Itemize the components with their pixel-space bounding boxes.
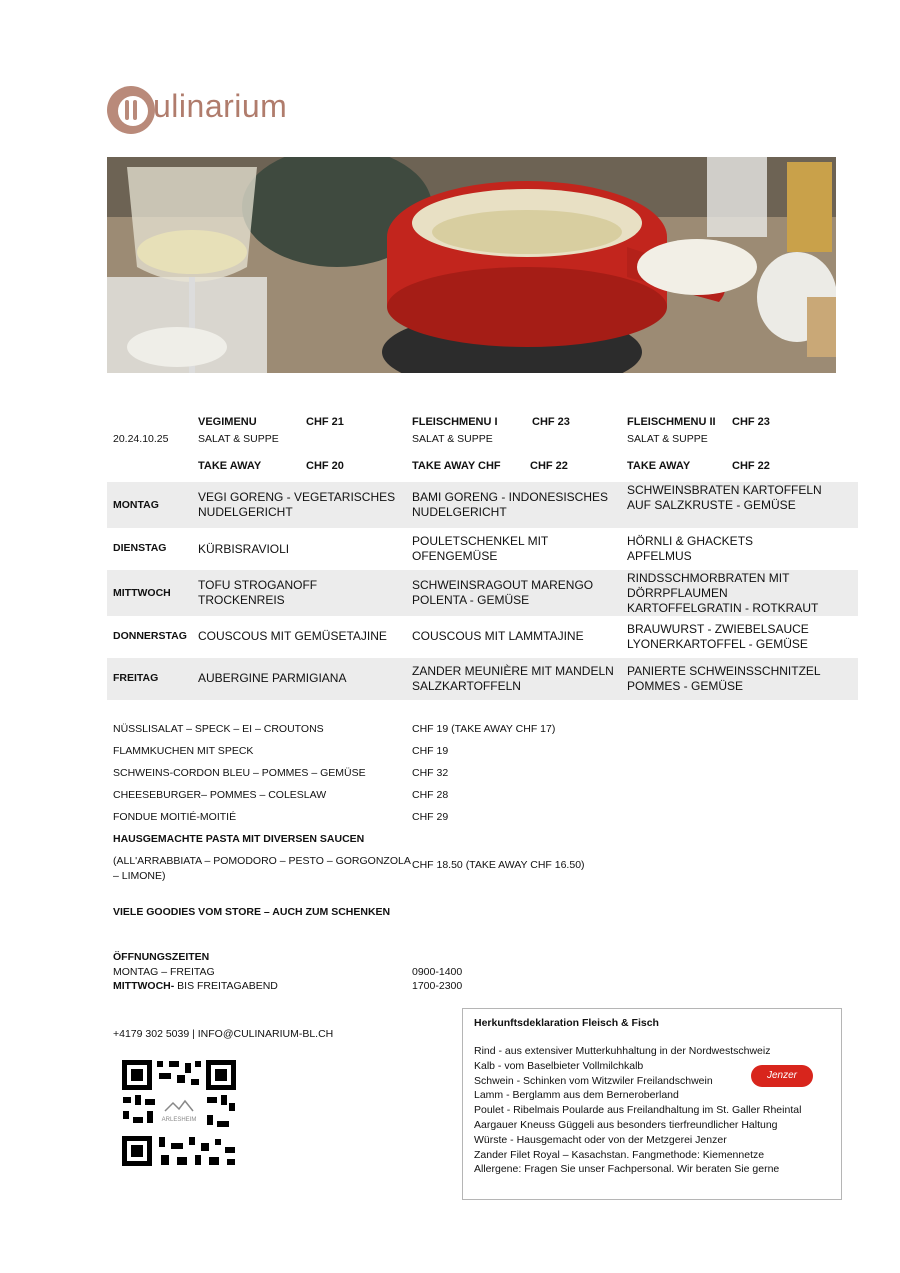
logo-text: ulinarium	[153, 88, 288, 124]
pasta-sauces-line2: – LIMONE)	[113, 870, 166, 882]
menu-row-dienstag	[107, 528, 858, 570]
col1-name: VEGIMENU	[198, 416, 257, 428]
qr-code-graphic	[121, 1059, 237, 1167]
day-label: DIENSTAG	[113, 542, 167, 554]
jenzer-logo: Jenzer	[751, 1065, 813, 1087]
col1-takeaway-label: TAKE AWAY	[198, 460, 262, 472]
spoon-icon	[133, 100, 137, 120]
extra-item-name: FLAMMKUCHEN MIT SPECK	[113, 745, 254, 757]
menu-item-vegi: VEGI GORENG - VEGETARISCHES NUDELGERICHT	[198, 490, 396, 519]
origin-line: Schwein - Schinken vom Witzwiler Freilandschwein	[474, 1075, 713, 1087]
hours-evening-label	[113, 980, 278, 992]
pasta-sauces-line1: (ALL'ARRABBIATA – POMODORO – PESTO – GORGONZOLA	[113, 855, 411, 867]
hours-weekdays-time: 0900-1400	[412, 966, 463, 978]
fork-icon	[125, 100, 129, 120]
menu-item-fleisch1: ZANDER MEUNIÈRE MIT MANDELN SALZKARTOFFELN	[412, 664, 614, 693]
menu-item-vegi: KÜRBISRAVIOLI	[198, 542, 290, 556]
col2-sub: SALAT & SUPPE	[412, 433, 493, 445]
extra-item-price: CHF 19	[412, 745, 449, 757]
menu-row-donnerstag	[107, 616, 858, 658]
extra-item-name: SCHWEINS-CORDON BLEU – POMMES – GEMÜSE	[113, 767, 366, 779]
menu-item-fleisch2: BRAUWURST - ZWIEBELSAUCE LYONERKARTOFFEL - GEMÜSE	[627, 622, 809, 651]
hours-evening-time: 1700-2300	[412, 980, 463, 992]
extra-item-price: CHF 29	[412, 811, 449, 823]
origin-line: Rind - aus extensiver Mutterkuhhaltung in der Nordwestschweiz	[474, 1045, 771, 1057]
qr-label: ARLESHEIM	[161, 1117, 197, 1123]
hours-weekdays-label: MONTAG – FREITAG	[113, 966, 215, 978]
menu-item-fleisch2: HÖRNLI & GHACKETS APFELMUS	[627, 534, 754, 563]
fondue-photo	[107, 157, 836, 373]
origin-line: Lamm - Berglamm aus dem Berneroberland	[474, 1089, 679, 1101]
menu-item-vegi: COUSCOUS MIT GEMÜSETAJINE	[198, 629, 387, 643]
culinarium-logo	[107, 86, 307, 138]
menu-item-fleisch1: POULETSCHENKEL MIT OFENGEMÜSE	[412, 534, 549, 563]
origin-declaration-box	[462, 1008, 842, 1200]
menu-item-fleisch1: COUSCOUS MIT LAMMTAJINE	[412, 629, 584, 643]
extra-item-price: CHF 19 (TAKE AWAY CHF 17)	[412, 723, 556, 735]
qr-code[interactable]	[121, 1059, 237, 1167]
menu-item-fleisch1: SCHWEINSRAGOUT MARENGO POLENTA - GEMÜSE	[412, 578, 594, 607]
menu-item-vegi: TOFU STROGANOFF TROCKENREIS	[198, 578, 318, 607]
menu-item-fleisch1: BAMI GORENG - INDONESISCHES NUDELGERICHT	[412, 490, 609, 519]
extra-item-price: CHF 28	[412, 789, 449, 801]
day-label: FREITAG	[113, 672, 159, 684]
origin-line: Poulet - Ribelmais Poularde aus Freilandhaltung im St. Galler Rheintal	[474, 1104, 802, 1116]
col3-price: CHF 23	[732, 416, 770, 428]
col2-takeaway-label: TAKE AWAY CHF	[412, 460, 501, 472]
menu-row-montag	[107, 482, 858, 528]
menu-item-fleisch2: SCHWEINSBRATEN KARTOFFELN AUF SALZKRUSTE - GEMÜSE	[627, 483, 822, 512]
origin-line: Zander Filet Royal – Kasachstan. Fangmethode: Kiemennetze	[474, 1149, 765, 1161]
origin-line: Würste - Hausgemacht oder von der Metzgerei Jenzer	[474, 1134, 727, 1146]
hours-evening-rest: BIS FREITAGABEND	[174, 980, 278, 992]
col2-takeaway-price: CHF 22	[530, 460, 568, 472]
goodies-note: VIELE GOODIES VOM STORE – AUCH ZUM SCHENKEN	[113, 906, 391, 918]
extra-item-price: CHF 32	[412, 767, 449, 779]
menu-date: 20.24.10.25	[113, 433, 169, 445]
menu-item-vegi: AUBERGINE PARMIGIANA	[198, 671, 347, 685]
menu-row-freitag	[107, 658, 858, 700]
day-label: MONTAG	[113, 499, 159, 511]
extra-item-name: CHEESEBURGER– POMMES – COLESLAW	[113, 789, 327, 801]
col1-sub: SALAT & SUPPE	[198, 433, 279, 445]
menu-row-mittwoch	[107, 570, 858, 616]
col2-price: CHF 23	[532, 416, 570, 428]
origin-line: Aargauer Kneuss Güggeli aus besonders tierfreundlicher Haltung	[474, 1119, 778, 1131]
day-label: DONNERSTAG	[113, 630, 187, 642]
col3-name: FLEISCHMENU II	[627, 416, 716, 428]
fondue-illustration	[107, 157, 836, 373]
contact-info: +4179 302 5039 | INFO@CULINARIUM-BL.CH	[113, 1028, 334, 1040]
col1-takeaway-price: CHF 20	[306, 460, 344, 472]
origin-title: Herkunftsdeklaration Fleisch & Fisch	[474, 1017, 659, 1029]
menu-item-fleisch2: RINDSSCHMORBRATEN MIT DÖRRPFLAUMEN KARTOFFELGRATIN - ROTKRAUT	[627, 571, 819, 615]
pasta-price: CHF 18.50 (TAKE AWAY CHF 16.50)	[412, 859, 585, 871]
origin-line: Allergene: Fragen Sie unser Fachpersonal. Wir beraten Sie gerne	[474, 1163, 780, 1175]
col3-takeaway-price: CHF 22	[732, 460, 770, 472]
col1-price: CHF 21	[306, 416, 344, 428]
day-label: MITTWOCH	[113, 587, 171, 599]
col3-takeaway-label: TAKE AWAY	[627, 460, 691, 472]
extra-item-name: FONDUE MOITIÉ-MOITIÉ	[113, 811, 237, 823]
hours-title: ÖFFNUNGSZEITEN	[113, 951, 210, 963]
extra-item-name: NÜSSLISALAT – SPECK – EI – CROUTONS	[113, 723, 324, 735]
hours-evening-bold: MITTWOCH-	[113, 980, 175, 992]
menu-item-fleisch2: PANIERTE SCHWEINSSCHNITZEL POMMES - GEMÜSE	[627, 664, 821, 693]
pasta-title: HAUSGEMACHTE PASTA MIT DIVERSEN SAUCEN	[113, 833, 365, 845]
col2-name: FLEISCHMENU I	[412, 416, 498, 428]
origin-line: Kalb - vom Baselbieter Vollmilchkalb	[474, 1060, 644, 1072]
col3-sub: SALAT & SUPPE	[627, 433, 708, 445]
